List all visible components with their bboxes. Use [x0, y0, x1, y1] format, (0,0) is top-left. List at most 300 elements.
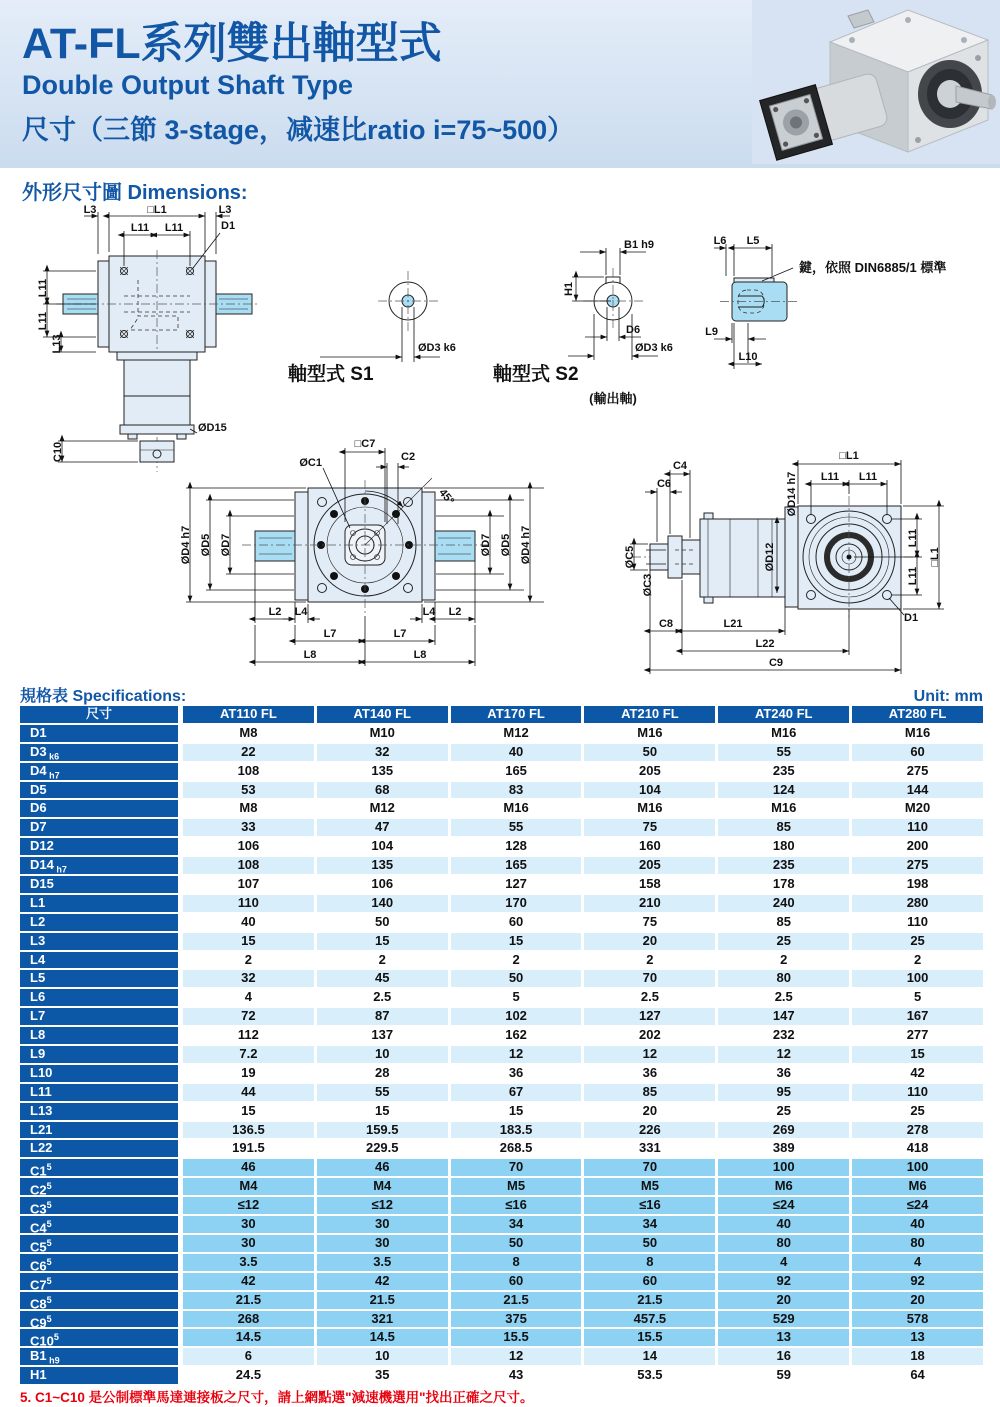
- dim-label: L3: [218, 204, 232, 216]
- table-row: [20, 1253, 983, 1274]
- table-cell: 2: [852, 952, 983, 969]
- footnote: 5. C1~C10 是公制標準馬達連接板之尺寸，請上網點選"減速機選用"找出正確之尺寸。: [20, 1390, 534, 1405]
- table-row: [20, 744, 983, 761]
- table-row: [20, 989, 983, 1006]
- page-title: AT-FL系列雙出軸型式: [22, 20, 442, 68]
- table-cell: 20: [584, 933, 715, 950]
- table-cell: 32: [317, 744, 448, 761]
- table-cell: 529: [718, 1311, 849, 1328]
- row-label: D15: [20, 876, 178, 893]
- table-cell: M16: [718, 725, 849, 742]
- table-row: [20, 800, 983, 817]
- drawing-flange-front-view: [180, 438, 544, 666]
- table-row: [20, 933, 983, 950]
- table-cell: 418: [852, 1140, 983, 1157]
- row-label: D7: [20, 819, 178, 836]
- table-cell: 15: [183, 1103, 314, 1120]
- row-label: $C7^5$: [20, 1273, 178, 1290]
- table-cell: 268: [183, 1311, 314, 1328]
- table-cell: M6: [852, 1178, 983, 1195]
- table-cell: 15: [317, 933, 448, 950]
- table-cell: 70: [584, 1159, 715, 1176]
- table-cell: 128: [451, 838, 582, 855]
- table-cell: 67: [451, 1084, 582, 1101]
- table-cell: 2: [718, 952, 849, 969]
- dim-label: L11: [858, 471, 878, 483]
- table-cell: 32: [183, 970, 314, 987]
- row-label: L10: [20, 1065, 178, 1082]
- spec-section-title: 規格表 Specifications:: [20, 688, 187, 705]
- table-cell: 2.5: [317, 989, 448, 1006]
- table-cell: 102: [451, 1008, 582, 1025]
- dim-label: ØD12: [764, 542, 776, 572]
- dim-label: L8: [413, 649, 427, 661]
- table-cell: 85: [584, 1084, 715, 1101]
- dim-label: L11: [37, 311, 49, 331]
- dim-label: L3: [83, 204, 97, 216]
- table-cell: 59: [718, 1367, 849, 1384]
- table-cell: 30: [183, 1235, 314, 1252]
- table-cell: 12: [451, 1046, 582, 1063]
- table-cell: 28: [317, 1065, 448, 1082]
- dim-label: □C7: [354, 438, 376, 450]
- dim-label: L9: [705, 326, 718, 338]
- dim-label: □L1: [929, 547, 941, 567]
- table-cell: 15: [451, 933, 582, 950]
- table-cell: 36: [718, 1065, 849, 1082]
- table-cell: 14: [584, 1348, 715, 1365]
- row-label: D14 $_{h7}$: [20, 857, 178, 874]
- table-cell: 50: [317, 914, 448, 931]
- table-cell: 50: [451, 1235, 582, 1252]
- table-cell: 4: [183, 989, 314, 1006]
- table-cell: 144: [852, 782, 983, 799]
- table-cell: 100: [852, 970, 983, 987]
- table-cell: 70: [584, 970, 715, 987]
- table-cell: 16: [718, 1348, 849, 1365]
- dim-label: ØD5: [200, 533, 212, 557]
- table-cell: 2: [584, 952, 715, 969]
- table-row: [20, 1140, 983, 1157]
- table-cell: M8: [183, 800, 314, 817]
- table-cell: 87: [317, 1008, 448, 1025]
- table-cell: 106: [317, 876, 448, 893]
- table-cell: 18: [852, 1348, 983, 1365]
- table-cell: 5: [852, 989, 983, 1006]
- table-cell: 46: [317, 1159, 448, 1176]
- dim-label: D1: [221, 220, 236, 232]
- table-cell: 127: [451, 876, 582, 893]
- table-cell: 19: [183, 1065, 314, 1082]
- table-cell: 21.5: [317, 1292, 448, 1309]
- table-cell: 92: [718, 1273, 849, 1290]
- row-label: L21: [20, 1122, 178, 1139]
- table-cell: 331: [584, 1140, 715, 1157]
- table-cell: 162: [451, 1027, 582, 1044]
- dim-label: B1 h9: [624, 239, 654, 251]
- table-cell: M12: [317, 800, 448, 817]
- dim-label: L7: [393, 628, 407, 640]
- table-row: [20, 1046, 983, 1063]
- row-label: B1 $_{h9}$: [20, 1348, 178, 1365]
- table-cell: 124: [718, 782, 849, 799]
- table-row: [20, 1367, 983, 1384]
- table-cell: 4: [718, 1254, 849, 1271]
- table-cell: 13: [718, 1329, 849, 1346]
- unit-label: Unit: mm: [913, 688, 983, 705]
- table-row: [20, 1311, 983, 1328]
- table-cell: 226: [584, 1122, 715, 1139]
- row-label: $C4^5$: [20, 1216, 178, 1233]
- dim-label: ØD7: [220, 533, 232, 557]
- table-cell: 269: [718, 1122, 849, 1139]
- table-cell: 34: [451, 1216, 582, 1233]
- table-cell: 457.5: [584, 1311, 715, 1328]
- table-cell: 92: [852, 1273, 983, 1290]
- table-cell: 2: [451, 952, 582, 969]
- table-cell: 34: [584, 1216, 715, 1233]
- table-cell: 165: [451, 763, 582, 780]
- table-row: [20, 1103, 983, 1120]
- dim-label: C9: [768, 657, 784, 669]
- table-cell: M16: [451, 800, 582, 817]
- table-row: [20, 914, 983, 931]
- row-label: L9: [20, 1046, 178, 1063]
- dim-label: ØD3 k6: [635, 342, 673, 354]
- table-cell: 75: [584, 914, 715, 931]
- table-cell: 3.5: [317, 1254, 448, 1271]
- table-cell: 21.5: [183, 1292, 314, 1309]
- row-label: $C1^5$: [20, 1159, 178, 1176]
- table-cell: 15: [451, 1103, 582, 1120]
- dimension-drawings: [20, 204, 980, 682]
- row-label: L6: [20, 989, 178, 1006]
- table-cell: 167: [852, 1008, 983, 1025]
- table-cell: 40: [183, 914, 314, 931]
- table-cell: 95: [718, 1084, 849, 1101]
- table-row: [20, 1065, 983, 1082]
- table-cell: 50: [451, 970, 582, 987]
- table-cell: 2.5: [718, 989, 849, 1006]
- table-cell: 36: [451, 1065, 582, 1082]
- table-cell: 240: [718, 895, 849, 912]
- table-cell: 106: [183, 838, 314, 855]
- table-row: [20, 970, 983, 987]
- table-cell: 275: [852, 763, 983, 780]
- row-label: $C9^5$: [20, 1311, 178, 1328]
- dim-label: L22: [755, 638, 775, 650]
- table-cell: 232: [718, 1027, 849, 1044]
- table-cell: M8: [183, 725, 314, 742]
- dim-label: L21: [723, 618, 743, 630]
- table-cell: M10: [317, 725, 448, 742]
- column-header-model: AT140 FL: [317, 706, 448, 723]
- dim-label: □L1: [147, 204, 167, 216]
- table-row: [20, 1292, 983, 1309]
- table-cell: 277: [852, 1027, 983, 1044]
- table-cell: 210: [584, 895, 715, 912]
- dim-label: L11: [907, 528, 919, 548]
- table-row: [20, 1008, 983, 1025]
- table-cell: 60: [852, 744, 983, 761]
- table-cell: ≤24: [852, 1197, 983, 1214]
- table-row: [20, 876, 983, 893]
- table-cell: 14.5: [183, 1329, 314, 1346]
- dim-label: ØD3 k6: [418, 342, 456, 354]
- column-header-model: AT110 FL: [183, 706, 314, 723]
- table-cell: ≤24: [718, 1197, 849, 1214]
- table-cell: ≤12: [183, 1197, 314, 1214]
- table-cell: 80: [852, 1235, 983, 1252]
- row-label: L7: [20, 1008, 178, 1025]
- dim-label: C10: [52, 441, 64, 463]
- table-cell: 160: [584, 838, 715, 855]
- table-cell: 20: [584, 1103, 715, 1120]
- table-cell: 4: [852, 1254, 983, 1271]
- table-cell: 24.5: [183, 1367, 314, 1384]
- table-cell: 107: [183, 876, 314, 893]
- table-cell: 45: [317, 970, 448, 987]
- table-cell: 15: [317, 1103, 448, 1120]
- table-cell: 40: [718, 1216, 849, 1233]
- table-cell: 135: [317, 857, 448, 874]
- table-cell: 2: [183, 952, 314, 969]
- table-cell: 21.5: [451, 1292, 582, 1309]
- dim-label: ØD14 h7: [786, 471, 798, 517]
- table-row: [20, 1216, 983, 1236]
- dim-label: L2: [268, 606, 282, 618]
- table-cell: 100: [718, 1159, 849, 1176]
- row-label: D12: [20, 838, 178, 855]
- dim-label: H1: [563, 281, 575, 297]
- table-cell: 137: [317, 1027, 448, 1044]
- table-cell: 268.5: [451, 1140, 582, 1157]
- table-cell: 235: [718, 763, 849, 780]
- table-cell: 43: [451, 1367, 582, 1384]
- table-cell: 170: [451, 895, 582, 912]
- row-label: $C6^5$: [20, 1254, 178, 1271]
- table-cell: 42: [317, 1273, 448, 1290]
- table-cell: 80: [718, 1235, 849, 1252]
- table-cell: 136.5: [183, 1122, 314, 1139]
- dim-label: ØD4 h7: [520, 525, 532, 565]
- row-label: $C8^5$: [20, 1292, 178, 1309]
- table-cell: 83: [451, 782, 582, 799]
- table-cell: 33: [183, 819, 314, 836]
- table-cell: 191.5: [183, 1140, 314, 1157]
- table-cell: 140: [317, 895, 448, 912]
- table-cell: 104: [317, 838, 448, 855]
- table-cell: 100: [852, 1159, 983, 1176]
- table-cell: 60: [584, 1273, 715, 1290]
- row-label: L8: [20, 1027, 178, 1044]
- table-header-row: [20, 706, 983, 723]
- table-cell: ≤12: [317, 1197, 448, 1214]
- table-cell: 200: [852, 838, 983, 855]
- table-row: [20, 782, 983, 799]
- page-subtitle: Double Output Shaft Type: [22, 70, 353, 100]
- table-cell: 55: [718, 744, 849, 761]
- table-cell: 20: [852, 1292, 983, 1309]
- table-cell: 35: [317, 1367, 448, 1384]
- table-cell: 202: [584, 1027, 715, 1044]
- table-cell: 60: [451, 1273, 582, 1290]
- table-cell: 75: [584, 819, 715, 836]
- table-cell: M16: [852, 725, 983, 742]
- dim-label: L2: [448, 606, 462, 618]
- row-label: $C2^5$: [20, 1178, 178, 1195]
- table-cell: 110: [183, 895, 314, 912]
- dim-label: L4: [294, 606, 308, 618]
- table-cell: 42: [852, 1065, 983, 1082]
- dim-label: L11: [907, 566, 919, 586]
- column-header-model: AT210 FL: [584, 706, 715, 723]
- dim-label: ØD15: [198, 422, 227, 434]
- table-cell: 7.2: [183, 1046, 314, 1063]
- table-cell: 36: [584, 1065, 715, 1082]
- row-label: L3: [20, 933, 178, 950]
- drawing-shaft-s1: [288, 271, 456, 385]
- table-cell: 183.5: [451, 1122, 582, 1139]
- table-cell: 135: [317, 763, 448, 780]
- table-cell: 278: [852, 1122, 983, 1139]
- table-row: [20, 1348, 983, 1365]
- dim-label: 45°: [436, 486, 457, 508]
- key-standard-note: 鍵，依照 DIN6885/1 標準: [799, 260, 947, 275]
- dim-label: C8: [658, 618, 674, 630]
- table-cell: 275: [852, 857, 983, 874]
- dim-label: L10: [738, 351, 758, 363]
- row-label: L11: [20, 1084, 178, 1101]
- dim-label: L11: [164, 222, 184, 234]
- table-cell: 53.5: [584, 1367, 715, 1384]
- table-cell: M20: [852, 800, 983, 817]
- table-cell: 60: [451, 914, 582, 931]
- table-cell: 25: [852, 933, 983, 950]
- table-cell: 389: [718, 1140, 849, 1157]
- dim-label: D6: [626, 324, 641, 336]
- dimensions-section-title: 外形尺寸圖 Dimensions:: [22, 182, 248, 204]
- drawing-key-view: [705, 235, 946, 369]
- table-cell: 8: [584, 1254, 715, 1271]
- table-cell: 229.5: [317, 1140, 448, 1157]
- table-cell: 13: [852, 1329, 983, 1346]
- column-header-model: AT280 FL: [852, 706, 983, 723]
- table-cell: 70: [451, 1159, 582, 1176]
- table-cell: 205: [584, 857, 715, 874]
- table-row: [20, 857, 983, 874]
- table-cell: 12: [451, 1348, 582, 1365]
- table-row: [20, 1234, 983, 1255]
- dim-label: L4: [422, 606, 436, 618]
- table-cell: 10: [317, 1046, 448, 1063]
- dim-label: □L1: [839, 450, 859, 462]
- table-cell: 235: [718, 857, 849, 874]
- table-cell: 15.5: [451, 1329, 582, 1346]
- table-cell: 20: [718, 1292, 849, 1309]
- table-cell: 85: [718, 819, 849, 836]
- table-cell: 40: [451, 744, 582, 761]
- table-row: [20, 1159, 983, 1179]
- table-cell: 165: [451, 857, 582, 874]
- table-row: [20, 1122, 983, 1139]
- dim-label: ØD5: [500, 533, 512, 557]
- table-cell: 15.5: [584, 1329, 715, 1346]
- drawing-shaft-s2: [493, 239, 673, 406]
- row-label: H1: [20, 1367, 178, 1384]
- table-cell: 159.5: [317, 1122, 448, 1139]
- row-label: D5: [20, 782, 178, 799]
- dim-label: L13: [51, 334, 63, 354]
- table-cell: 40: [852, 1216, 983, 1233]
- table-cell: 12: [718, 1046, 849, 1063]
- dim-label: L5: [746, 235, 760, 247]
- column-header-model: AT170 FL: [451, 706, 582, 723]
- table-row: [20, 838, 983, 855]
- dim-label: L8: [303, 649, 317, 661]
- table-cell: 47: [317, 819, 448, 836]
- spec-table-body: [20, 706, 983, 1386]
- table-cell: 108: [183, 763, 314, 780]
- row-label: L1: [20, 895, 178, 912]
- table-cell: 15: [183, 933, 314, 950]
- row-label: D4 $_{h7}$: [20, 763, 178, 780]
- row-label: $C5^5$: [20, 1235, 178, 1252]
- product-photo: [752, 0, 1000, 164]
- table-cell: 10: [317, 1348, 448, 1365]
- spec-header-row: [20, 683, 983, 706]
- table-row: [20, 1178, 983, 1198]
- table-cell: M16: [584, 800, 715, 817]
- dim-label: C6: [656, 478, 672, 490]
- table-cell: 22: [183, 744, 314, 761]
- table-cell: 198: [852, 876, 983, 893]
- row-label: D1: [20, 725, 178, 742]
- table-cell: 108: [183, 857, 314, 874]
- table-cell: 30: [317, 1235, 448, 1252]
- table-cell: 55: [451, 819, 582, 836]
- row-label: $C3^5$: [20, 1197, 178, 1214]
- table-cell: 42: [183, 1273, 314, 1290]
- row-label: L22: [20, 1140, 178, 1157]
- output-shaft-note: (輸出軸): [589, 391, 637, 406]
- table-row: [20, 952, 983, 969]
- table-cell: 25: [718, 1103, 849, 1120]
- table-cell: 50: [584, 744, 715, 761]
- table-cell: 50: [584, 1235, 715, 1252]
- table-cell: 30: [183, 1216, 314, 1233]
- table-cell: 104: [584, 782, 715, 799]
- shaft-type-s1-label: 軸型式 S1: [288, 364, 374, 385]
- table-cell: 205: [584, 763, 715, 780]
- table-row: [20, 1329, 983, 1349]
- table-cell: 46: [183, 1159, 314, 1176]
- table-row: [20, 1084, 983, 1101]
- table-cell: ≤16: [451, 1197, 582, 1214]
- table-cell: 25: [718, 933, 849, 950]
- row-label: L2: [20, 914, 178, 931]
- table-cell: 53: [183, 782, 314, 799]
- dim-label: L6: [713, 235, 727, 247]
- dim-label: L11: [820, 471, 840, 483]
- table-cell: M5: [584, 1178, 715, 1195]
- table-cell: 68: [317, 782, 448, 799]
- dim-label: L11: [130, 222, 150, 234]
- row-label: L5: [20, 970, 178, 987]
- dim-label: C2: [401, 451, 416, 463]
- table-cell: 3.5: [183, 1254, 314, 1271]
- table-cell: ≤16: [584, 1197, 715, 1214]
